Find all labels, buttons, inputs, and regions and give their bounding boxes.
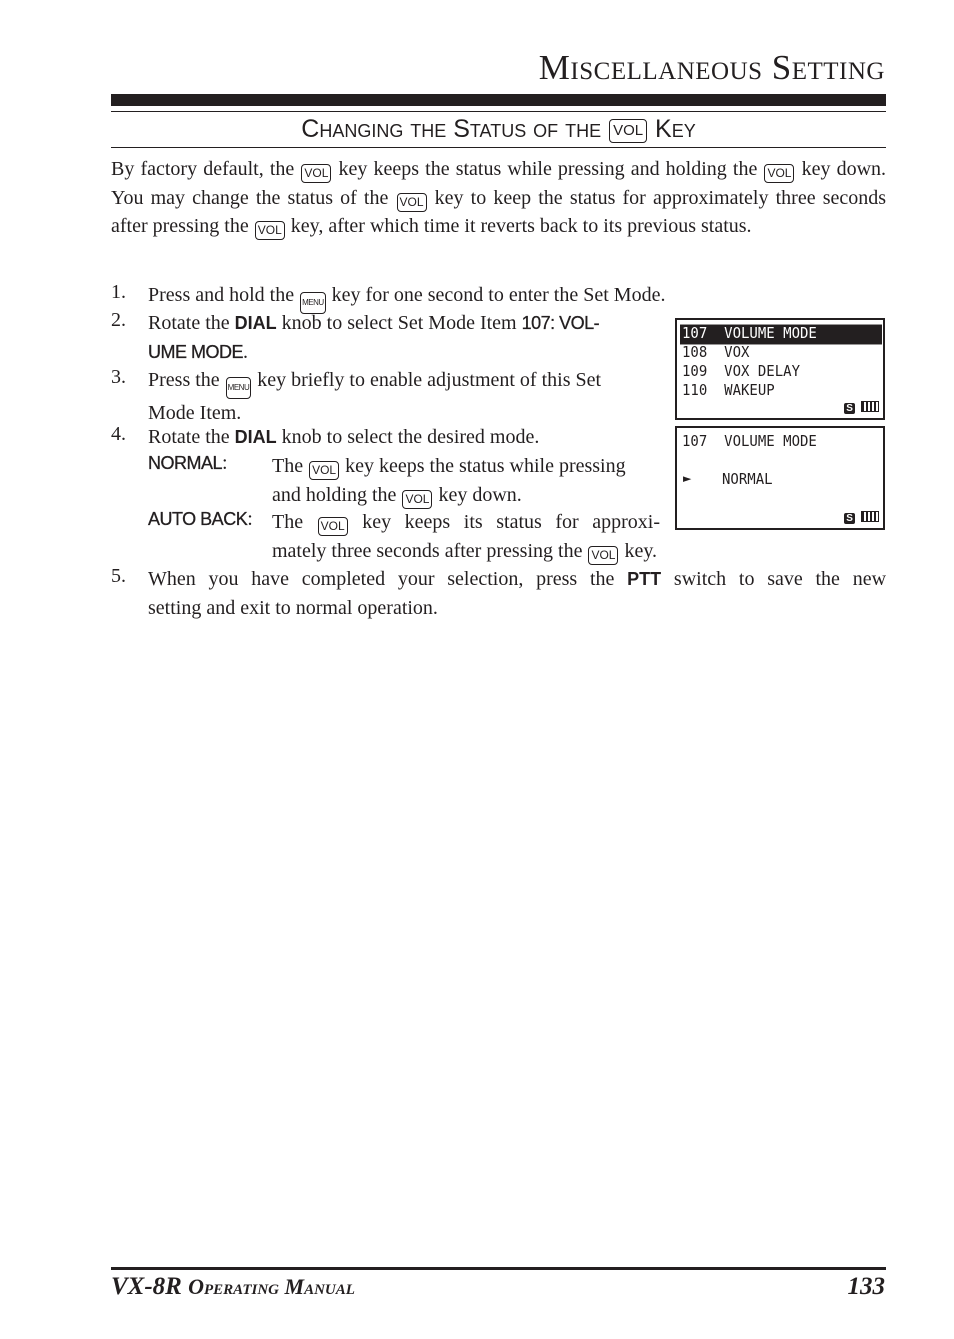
step-text: switch to save the new xyxy=(673,568,887,590)
step-text: When you have completed your selection, press the xyxy=(148,568,615,590)
set-mode-item: UME MODE xyxy=(148,341,243,362)
lcd-row-selected: 107 VOLUME MODE xyxy=(680,325,882,345)
footer-rule xyxy=(111,1267,886,1270)
battery-icon xyxy=(844,401,879,414)
mode-text: key keeps its status for approxi- xyxy=(362,511,660,533)
lcd-value: NORMAL xyxy=(722,471,773,489)
step-3 xyxy=(148,366,663,428)
vol-key-icon: VOL xyxy=(397,193,427,212)
vol-key-icon: VOL xyxy=(309,461,339,480)
lcd-row: 109 VOX DELAY xyxy=(682,363,801,381)
lcd-display-menu-list xyxy=(675,318,885,420)
step-number: 1. xyxy=(111,281,126,303)
header-rule-thick xyxy=(111,94,886,106)
lcd-row: 107 VOLUME MODE xyxy=(682,433,817,451)
manual-label: Operating Manual xyxy=(188,1274,355,1299)
lcd-row: 110 WAKEUP xyxy=(682,382,775,400)
auto-back-mode-description xyxy=(272,508,712,565)
intro-text: By factory default, the xyxy=(111,158,295,180)
vol-key-icon: VOL xyxy=(255,221,285,240)
mode-text: key. xyxy=(624,539,658,562)
header-rule-thin xyxy=(111,111,886,112)
step-text: Rotate the xyxy=(148,426,230,448)
step-text: Press the xyxy=(148,369,220,391)
s-meter-icon: S xyxy=(846,513,853,524)
vol-key-icon: VOL xyxy=(301,164,331,183)
normal-mode-description xyxy=(272,452,662,509)
section-rule xyxy=(111,147,886,148)
vol-key-icon: VOL xyxy=(318,517,348,536)
intro-text: key to keep the status for approximately three seconds after pressing the xyxy=(111,186,887,237)
step-2 xyxy=(148,309,663,366)
auto-back-mode-label: AUTO BACK: xyxy=(148,508,253,530)
step-text: Rotate the xyxy=(148,312,230,334)
battery-icon xyxy=(844,511,879,524)
intro-text: key down. You may change the status of the xyxy=(111,158,887,209)
vol-key-icon: VOL xyxy=(402,490,432,509)
step-number: 4. xyxy=(111,423,126,445)
section-title-text-end: Key xyxy=(655,115,696,143)
intro-text: key, after which time it reverts back to its previous status. xyxy=(290,215,752,237)
lcd-display-mode-value xyxy=(675,426,885,530)
intro-paragraph xyxy=(111,155,886,241)
s-meter-icon: S xyxy=(846,403,853,414)
dial-label: DIAL xyxy=(234,427,277,447)
page-number: 133 xyxy=(847,1273,885,1300)
step-text: setting and exit to normal operation. xyxy=(148,596,438,619)
step-4 xyxy=(148,423,539,452)
step-number: 5. xyxy=(111,565,126,587)
step-number: 2. xyxy=(111,309,126,331)
footer-manual-title xyxy=(111,1273,355,1301)
mode-text: key down. xyxy=(438,483,522,506)
lcd-arrow-icon: ► xyxy=(683,470,692,488)
step-5 xyxy=(148,565,886,622)
mode-text: The xyxy=(272,455,304,477)
page-title: Miscellaneous Setting xyxy=(538,48,885,87)
step-text: Mode Item. xyxy=(148,402,242,424)
vol-key-icon: VOL xyxy=(588,546,618,565)
set-mode-item: 107: VOL- xyxy=(521,313,600,333)
step-text: knob to select the desired mode. xyxy=(281,426,540,448)
step-text: . xyxy=(243,340,248,363)
vol-key-icon: VOL xyxy=(609,119,647,143)
lcd-row: 108 VOX xyxy=(682,344,750,362)
section-title-text: Changing the Status of the xyxy=(301,115,602,143)
menu-key-icon: MENU xyxy=(300,292,326,314)
section-title xyxy=(111,115,886,144)
vol-key-icon: VOL xyxy=(764,164,794,183)
step-number: 3. xyxy=(111,366,126,388)
step-text: Press and hold the xyxy=(148,284,295,306)
step-text: key for one second to enter the Set Mode. xyxy=(331,284,666,306)
mode-text: mately three seconds after pressing the xyxy=(272,539,583,562)
mode-text: The xyxy=(272,511,304,533)
ptt-label: PTT xyxy=(627,569,662,589)
step-text: knob to select Set Mode Item xyxy=(281,312,517,334)
mode-text: and holding the xyxy=(272,483,397,506)
mode-text: key keeps the status while pressing xyxy=(345,455,626,477)
menu-key-icon: MENU xyxy=(226,377,252,399)
step-text: key briefly to enable adjustment of this Set xyxy=(257,369,602,391)
dial-label: DIAL xyxy=(234,313,277,333)
intro-text: key keeps the status while pressing and holding the xyxy=(338,158,758,180)
normal-mode-label: NORMAL: xyxy=(148,452,228,474)
model-name: VX-8R xyxy=(111,1273,182,1300)
